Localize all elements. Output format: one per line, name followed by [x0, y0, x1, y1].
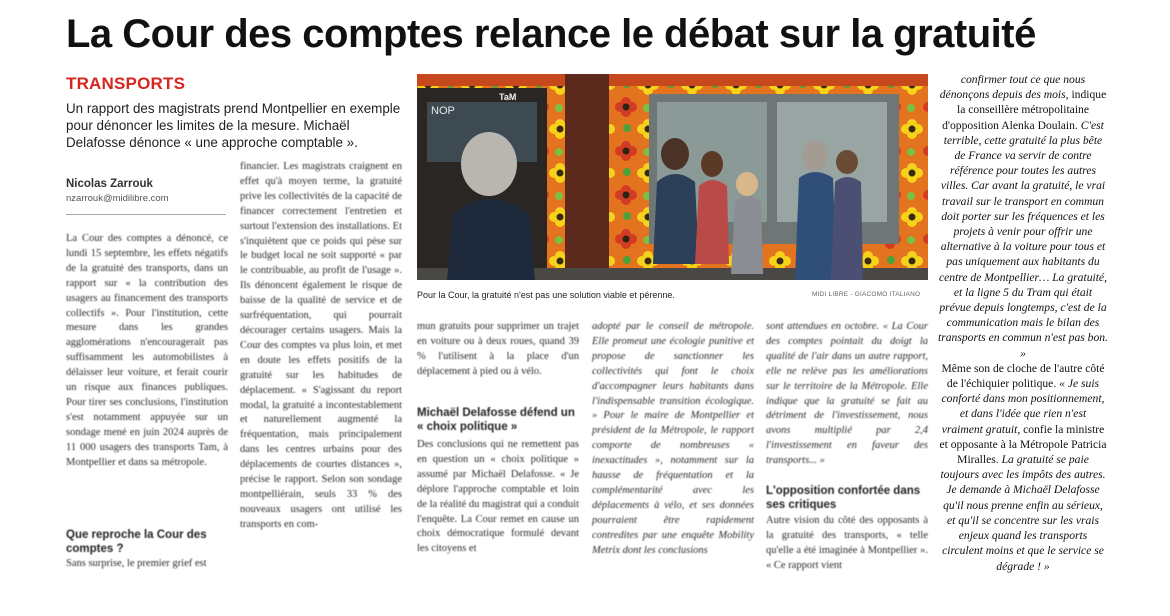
quote-miralles-a: « Je suis conforté dans mon positionnement, et dans l'idée que rien n'est vraiment gratuit,	[941, 377, 1105, 436]
article-column-1: La Cour des comptes a dénoncé, ce lundi 15 septembre, les effets négatifs de la gratuité des transports, dans un rapport sur « la contribution des usagers au financement des transports collectifs ». Pour l'institution, cette mesure dans les grandes agglomérations n'encouragerait pas suffisamment les automobilistes à délaisser leur voiture, et ferait courir un risque aux finances publiques. Pour tirer ses conclusions, l'institution s'est notamment appuyée sur un sondage mené en juin 2024 auprès de 11 000 usagers des transports Tam, à Montpellier et dans sa métropole.	[66, 233, 228, 468]
photo-sign-tam: TaM	[499, 92, 517, 102]
photo-sign-stop: NOP	[431, 105, 455, 117]
article-column-4: adopté par le conseil de métropole. Elle promeut une écologie punitive et propose de sanctionner les collectivités qui font le choix d'accompagner leurs habitants dans l'indispensable transition écologique. » Pour le maire de Montpellier et président de la Métropole, le rapport comporte de nombreuses « inexactitudes », notamment sur la hausse de fréquentation et la complémentarité avec les déplacements à vélo, et ses données pourraient être rapidement contredites par une enquête Mobility Metrix dont les conclusions	[592, 321, 754, 556]
article-right-column	[938, 72, 1108, 574]
article-column-5b: Autre vision du côté des opposants à la gratuité des transports, « telle qu'elle a été imaginée à Montpellier ». « Ce rapport vient	[766, 515, 928, 571]
article-photo	[417, 74, 928, 280]
subhead-delafosse: Michaël Delafosse défend un « choix politique »	[417, 407, 575, 433]
byline-divider	[66, 214, 226, 215]
photo-credit: MIDI LIBRE - GIACOMO ITALIANO	[812, 291, 921, 298]
standfirst: Un rapport des magistrats prend Montpellier en exemple pour dénoncer les limites de la mesure. Michaël Delafosse dénonce « une approche comptable ».	[66, 101, 401, 150]
photo-caption: Pour la Cour, la gratuité n'est pas une solution viable et pérenne.	[417, 290, 675, 300]
article-column-5: sont attendues en octobre. « La Cour des comptes pointait du doigt la qualité de l'air dans un autre rapport, elle ne relève pas les améliorations sur le territoire de la Métropole. Elle indique que la gratuité se fait au détriment de l'investissement, nous avons multiplié par 2,4 l'investissement en faveur des transports... »	[766, 321, 928, 467]
tram-photo-illustration	[417, 74, 928, 280]
attribution-miralles: confie la ministre et opposante à la Métropole Patricia Miralles.	[939, 422, 1107, 467]
subhead-opposition: L'opposition confortée dans ses critiques	[766, 485, 921, 511]
headline: La Cour des comptes relance le débat sur la gratuité	[66, 12, 1036, 56]
quote-miralles-b: La gratuité se paie toujours avec les impôts des autres. Je demande à Michaël Delafosse qu'il nous prenne enfin au sérieux, et qu'il se concentre sur les vrais enjeux quand les transports circulent moins et que le service se dégrade ! »	[940, 453, 1106, 573]
article-column-3: mun gratuits pour supprimer un trajet en voiture ou à deux roues, quand 39 % l'utilisent à la place d'un déplacement à pied ou à vélo.	[417, 321, 579, 377]
quote-doulain-a: confirmer tout ce que nous dénonçons depuis des mois,	[939, 73, 1086, 102]
author-email[interactable]: nzarrouk@midilibre.com	[66, 193, 169, 204]
paragraph-miralles-intro: Même son de cloche de l'autre côté de l'échiquier politique.	[941, 361, 1105, 391]
article-column-2: financier. Les magistrats craignent en effet qu'à moyen terme, la gratuité prive les collectivités de la capacité de financer correctement l'entretien et surtout l'extension des installations. Et s'inquiètent que ce poids qui pèse sur le budget local ne soit supporté « par le contribuable, au profit de l'usage ». Ils dénoncent également le risque de baisse de la qualité de service et de surfréquentation, qui pourrait décourager certains usagers. Mais la Cour des comptes va plus loin, et met en doute les effets positifs de la gratuité sur les habitudes de déplacement. « S'agissant du report modal, la gratuité a incontestablement et naturellement augmenté la fréquentation, mais principalement dans les centres urbains pour des déplacements de courtes distances », précise le rapport. Selon son sondage montpelliérain, seuls 33 % des nouveaux usagers ont utilisé les transports en com-	[240, 161, 402, 530]
subhead-cour-comptes: Que reproche la Cour des comptes ?	[66, 529, 207, 555]
article-column-1-tail: Sans surprise, le premier grief est	[66, 558, 207, 569]
quote-doulain-b: C'est terrible, cette gratuité la plus bête de France va servir de contre référence pour toutes les autres villes. Car avant la gratuité, le vrai travail sur le transport en commun doit porter sur les fréquences et les projets à venir pour offrir une alternative à la voiture pour tous et pas uniquement aux habitants du centre de Montpellier… La gratuité, et la ligne 5 du Tram qui était prévue depuis longtemps, c'est de la communication mais le bilan des transports en commun n'est pas bon. »	[938, 118, 1108, 360]
attribution-doulain: indique la conseillère métropolitaine d'opposition Alenka Doulain.	[942, 88, 1107, 132]
byline	[66, 178, 226, 204]
author-name: Nicolas Zarrouk	[66, 178, 153, 190]
section-label: TRANSPORTS	[66, 74, 186, 93]
article-column-3b: Des conclusions qui ne remettent pas en question un « choix politique » assumé par Michaël Delafosse. « Je déplore l'approche comptable et loin de la réalité du magistrat qui a conduit l'enquête. La Cour remet en cause un choix démocratique formulé devant les citoyens et	[417, 439, 579, 555]
